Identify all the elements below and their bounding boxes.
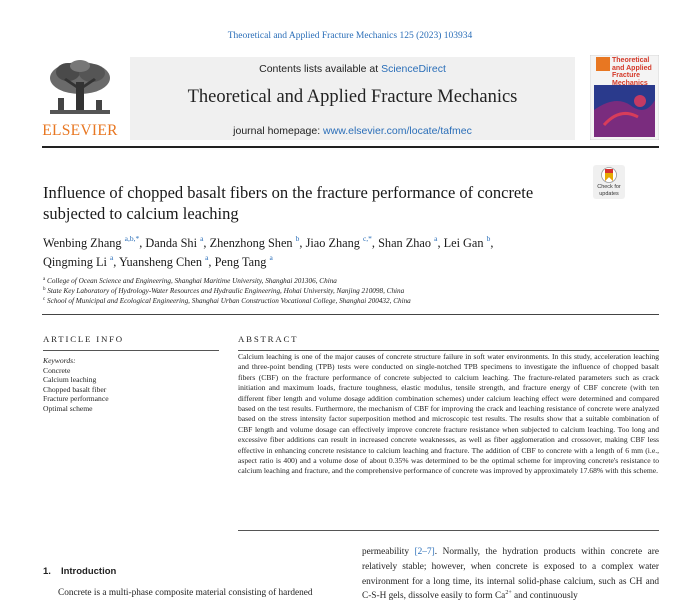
- reference-link[interactable]: [2–7]: [414, 547, 435, 557]
- author-name[interactable]: Zhenzhong Shen: [209, 236, 293, 250]
- author-list: Wenbing Zhang $^{a,b,*}$, Danda Shi $^a$, Zhenzhong Shen $^b$, Jiao Zhang $^{c,*}$, Shan Zhao $^a$, Lei Gan $^b$, Qingming Li $^a$, Yuansheng Chen $^a$, Peng Tang $^a$: [43, 234, 494, 269]
- keyword-item: Calcium leaching: [43, 375, 97, 385]
- author-affil-link[interactable]: b: [295, 234, 300, 243]
- journal-title[interactable]: Theoretical and Applied Fracture Mechanics: [187, 87, 518, 107]
- body-right-column: [362, 545, 659, 604]
- abstract-bottom-rule: [238, 530, 659, 531]
- affiliation-mark: a: [43, 277, 46, 282]
- author-affil-link[interactable]: a: [109, 252, 114, 262]
- body-left-column: Concrete is a multi-phase composite material consisting of hardened: [58, 588, 313, 598]
- article-title: Influence of chopped basalt fibers on the fracture performance of concrete subjected to calcium leaching: [43, 183, 534, 223]
- affiliations: [43, 276, 643, 306]
- abstract-rule: [238, 350, 659, 351]
- check-for-updates-line2: updates: [599, 190, 619, 197]
- body-text: . Normally, the hydration products within concrete are relatively stable; however, when concrete is exposed to a complex water environment for a long time, its internal solid-phase calcium, such as CH and C-S-H gels, dissolve easily to form Ca: [362, 547, 659, 602]
- affiliation-mark: b: [43, 287, 46, 292]
- section-number: 1.: [43, 566, 51, 577]
- abstract-heading: ABSTRACT: [238, 334, 299, 344]
- contents-prefix: Contents lists available at: [259, 63, 382, 75]
- section-rule: [42, 314, 659, 315]
- keyword-item: Fracture performance: [43, 394, 109, 404]
- author-name[interactable]: Wenbing Zhang: [43, 236, 122, 250]
- section-title: Introduction: [60, 566, 117, 577]
- author-name[interactable]: Yuansheng Chen: [119, 254, 202, 269]
- elsevier-logo[interactable]: [40, 58, 120, 140]
- journal-cover[interactable]: [590, 55, 659, 140]
- keywords-list: [43, 366, 109, 413]
- elsevier-tree-icon: [40, 58, 120, 122]
- keyword-item: Chopped basalt fiber: [43, 384, 107, 394]
- abstract-text: Calcium leaching is one of the major causes of concrete structure failure in soft water environments. In this study, acceleration leaching and three-point bending (TPB) tests were conducted on single-notched TPB specimens to investigate the influence of chopped basalt fibers (CBF) on the fracture performance of concrete subjected to calcium leaching. The fracture-related parameters such as crack initiation and maximum loads, fracture toughness, elastic modulus, tensile strength, and fracture energy of CBF concrete (with ten different fiber length and volume dosage addition combination schemes) under calcium leaching effect were determined and compared based on the test results. Furthermore, the mechanism of CBF for improving the crack and leaching resistance of concrete were analyzed based on the stress intensity factor superposition method and microscopic test results. The results show that a suitable combination of CBF length and volume dosage can effectively improve concrete fracture resistance when subjected to calcium leaching. Too long and excessive fiber additions can result in increased concrete weaknesses, as well as fiber agglomeration and crossover, making CBF less effective in enhancing concrete resistance to calcium leaching and fracture. The addition of CBF to concrete with a length of 6 mm (i.e., aspect ratio is 400) and a volume dose of about 0.35% was determined to be the optimal scheme for improving concrete's resistance to calcium leaching and fracture, and the comprehensive performance of concrete was improved by approximately 17.68% with this scheme.: [238, 352, 659, 476]
- affiliation-mark: c: [43, 297, 46, 302]
- keyword-item: Concrete: [43, 366, 71, 375]
- article-info-rule: [43, 350, 219, 351]
- journal-banner: [130, 57, 575, 140]
- elsevier-wordmark: ELSEVIER: [42, 122, 118, 139]
- author-affil-link[interactable]: a,b,*: [124, 234, 140, 243]
- keywords-label: Keywords:: [43, 356, 76, 365]
- sciencedirect-link[interactable]: ScienceDirect: [381, 63, 446, 75]
- body-text: and continuously: [511, 591, 578, 602]
- affiliation-text: College of Ocean Science and Engineering, Shanghai Maritime University, Shanghai 201306, China: [47, 277, 337, 285]
- keyword-item: Optimal scheme: [43, 403, 93, 413]
- homepage-line: [130, 125, 575, 137]
- contents-line: [130, 63, 575, 75]
- superscript: 2+: [505, 590, 512, 597]
- author-name[interactable]: Jiao Zhang: [305, 236, 360, 250]
- journal-citation[interactable]: Theoretical and Applied Fracture Mechanics 125 (2023) 103934: [227, 31, 473, 41]
- author-affil-link[interactable]: b: [486, 234, 491, 243]
- author-affil-link[interactable]: a: [434, 234, 438, 243]
- author-name[interactable]: Lei Gan: [443, 236, 484, 250]
- author-affil-link[interactable]: c,*: [362, 234, 372, 243]
- affiliation-text: State Key Laboratory of Hydrology-Water Resources and Hydraulic Engineering, Hohai University, Nanjing 210098, China: [47, 287, 405, 295]
- author-affil-link[interactable]: a: [269, 252, 273, 262]
- homepage-prefix: journal homepage:: [233, 125, 324, 137]
- affiliation-item: [43, 276, 643, 286]
- author-name[interactable]: Peng Tang: [214, 254, 267, 269]
- affiliation-text: School of Municipal and Ecological Engineering, Shanghai Urban Construction Vocational College, Shanghai 200432, China: [47, 297, 411, 305]
- section-heading: [43, 566, 116, 577]
- body-text: permeability: [362, 547, 415, 557]
- author-affil-link[interactable]: a: [205, 252, 209, 262]
- check-for-updates-line1: Check for: [597, 184, 621, 190]
- homepage-link[interactable]: www.elsevier.com/locate/tafmec: [323, 125, 472, 137]
- article-info-heading: ARTICLE INFO: [43, 334, 124, 344]
- author-name[interactable]: Danda Shi: [145, 236, 197, 250]
- check-for-updates-label[interactable]: [590, 184, 628, 197]
- affiliation-item: [43, 296, 643, 306]
- header-rule: [42, 146, 659, 148]
- author-name[interactable]: Shan Zhao: [378, 236, 432, 250]
- affiliation-item: [43, 286, 643, 296]
- author-name[interactable]: Qingming Li: [43, 254, 107, 269]
- cover-title: Theoretical and Applied Fracture Mechanics: [612, 57, 652, 87]
- author-affil-link[interactable]: a: [200, 234, 204, 243]
